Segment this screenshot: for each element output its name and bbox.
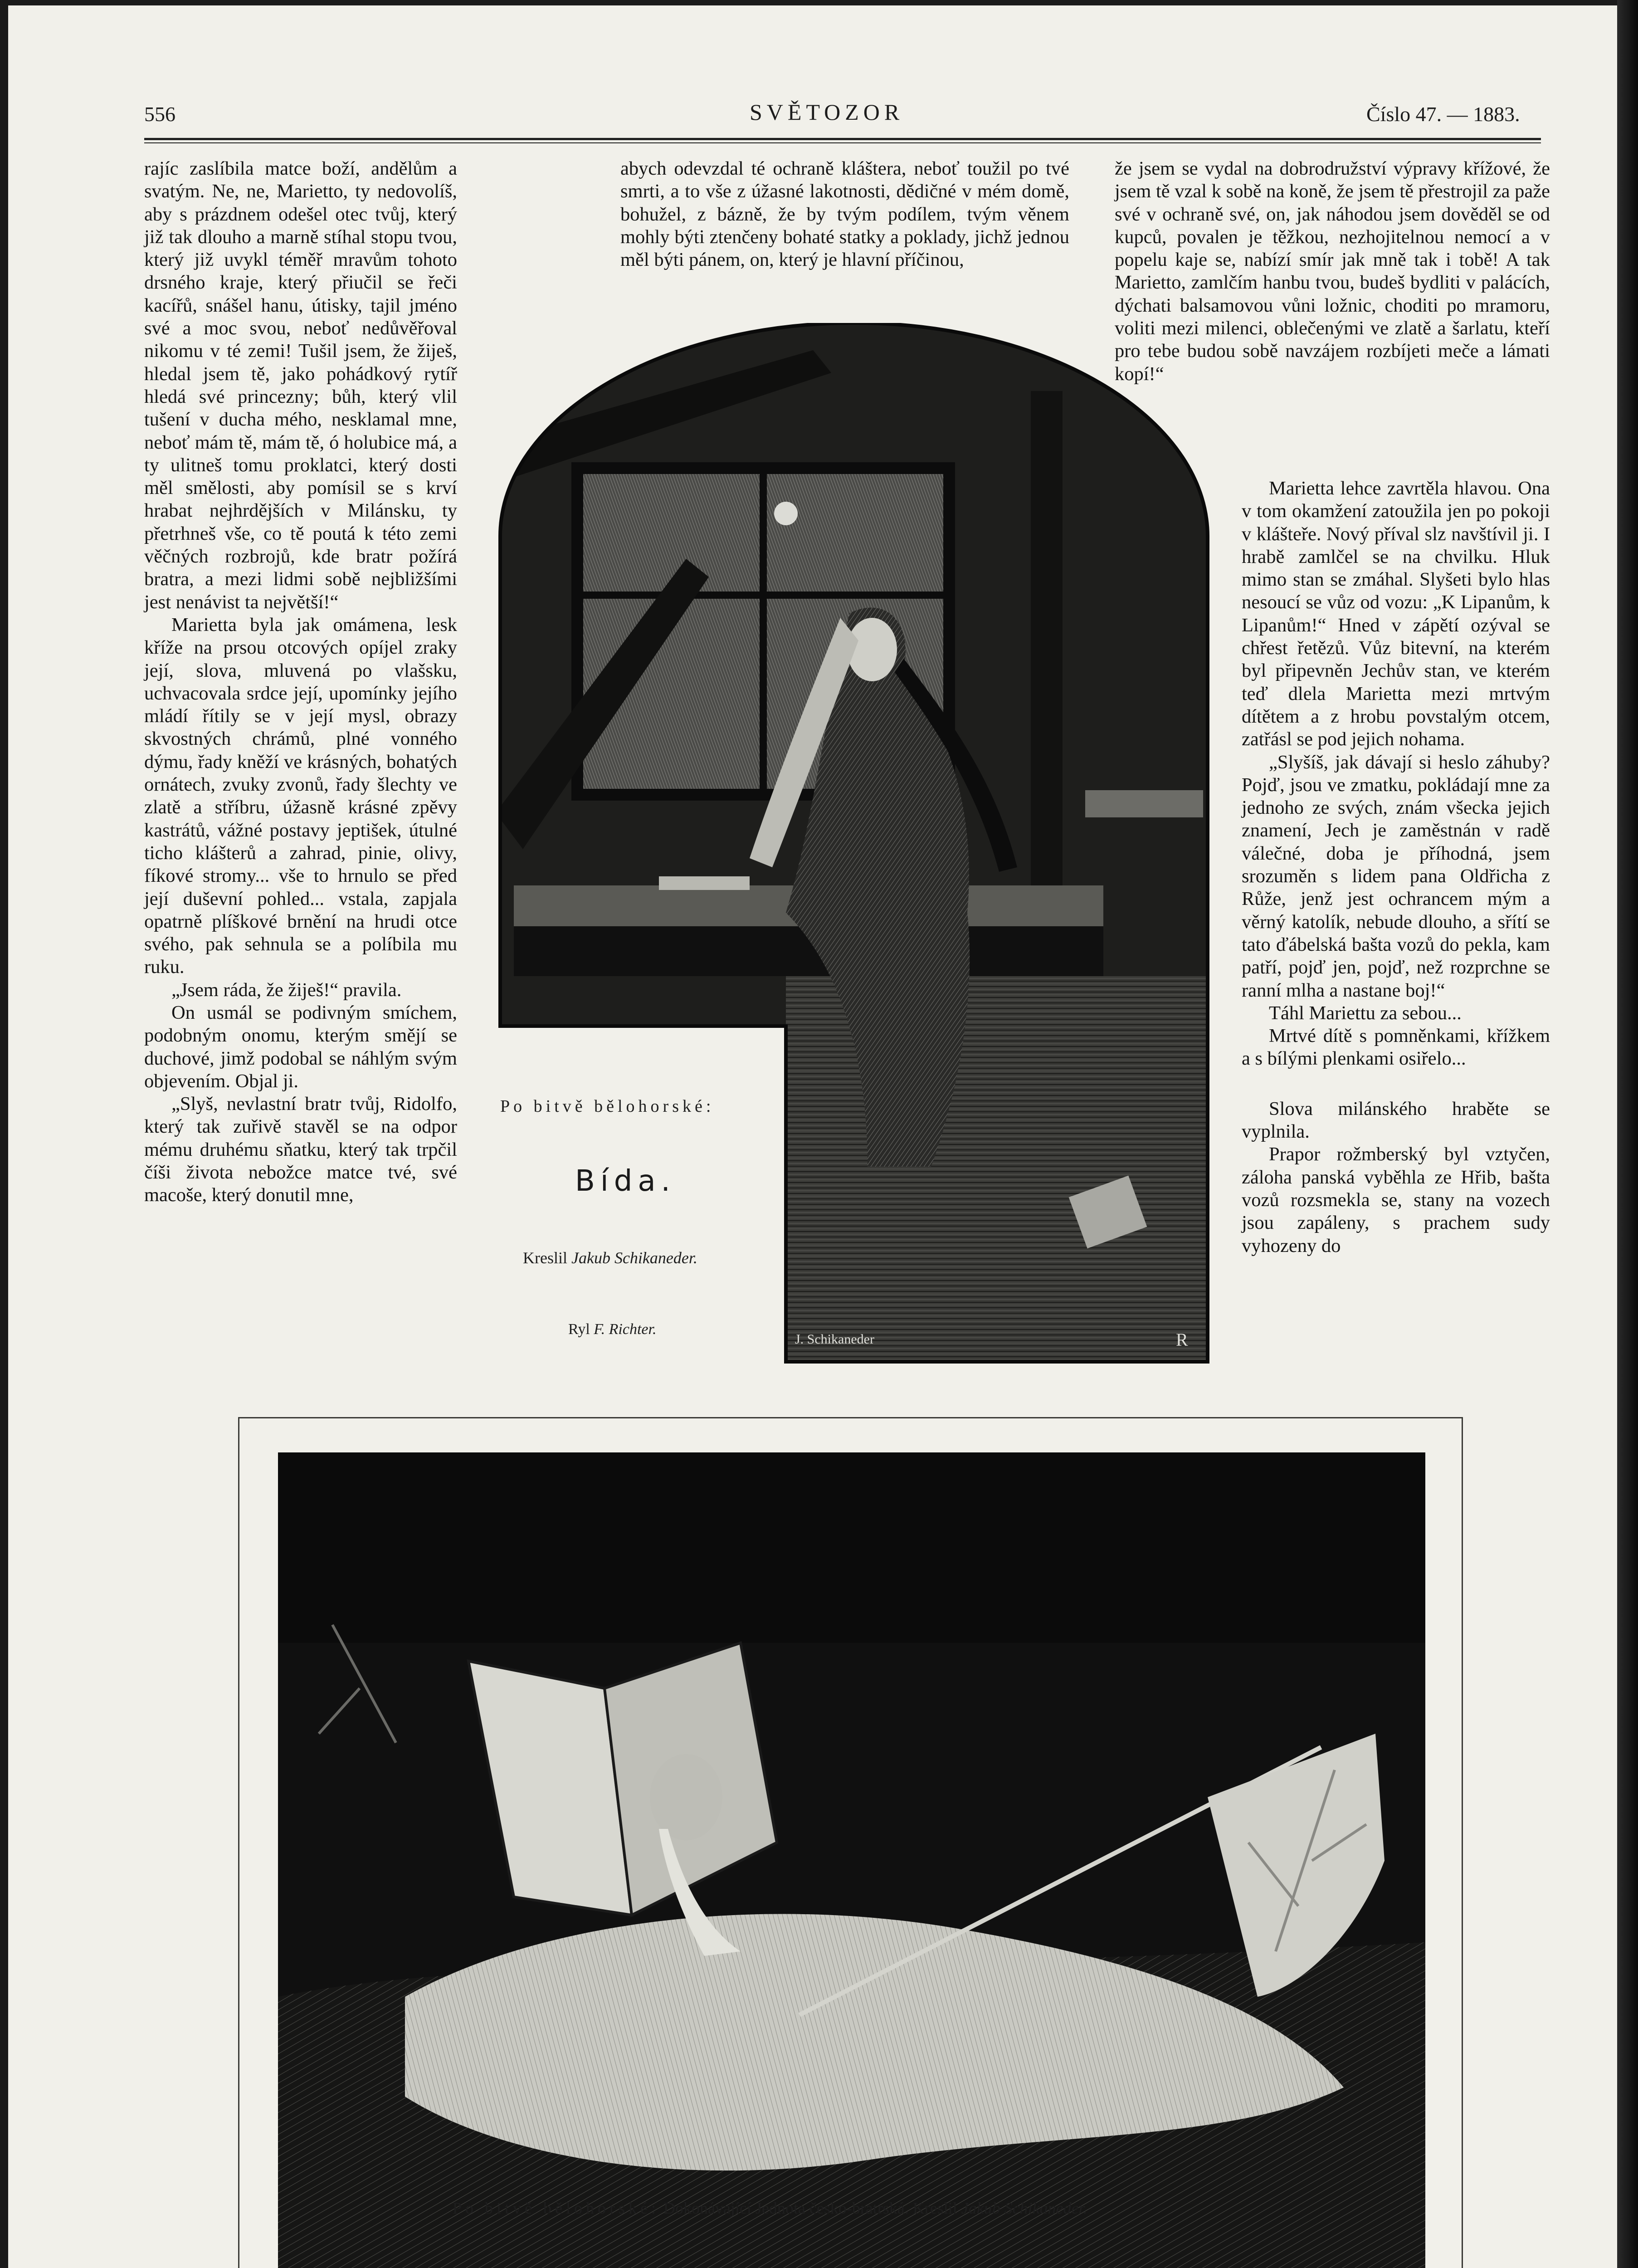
paragraph: Marietta byla jak omámena, lesk kříže na prsou otcových opíjel zraky její, slova, mluvená po vlašsku, uchvacovala srdce její, upomínky jejího mládí řítily se v její mysl, obrazy skvostných chrámů, plné vonného dýmu, řady kněží ve krásných, bohatých ornátech, zvuky zvonů, řady šlechty ve zlatě a stříbru, úžasně krásné zpěvy kastrátů, vážné postavy jeptišek, útulné ticho klášterů a zahrad, pinie, olivy, fíkové stromy... vše to hrnulo se před její duševní pohled... vstala, zapjala opatrně plíškové brnění na hrudi otce svého, pak sehnula se a políbila mu ruku. <box>144 614 457 978</box>
section-break <box>1242 1070 1550 1098</box>
paragraph: že jsem se vydal na dobrodružství výpravy křížové, že jsem tě vzal k sobě na koně, že jsem tě přestrojil za paže své v ochraně své, on, jak náhodou jsem dověděl se od kupců, povalen je těžkou, nezhojitelnou nemocí a v popelu kaje se, nabízí smír jak mně tak i tobě! A tak Marietto, zamlčím hanbu tvou, budeš bydliti v palácích, dýchati balsamovou vůni ložnic, choditi po mramoru, voliti mezi milenci, oblečenými ve zlatě a šarlatu, kteří pro tebe budou sobě navzájem rozbíjeti meče a lámati kopí!“ <box>1115 158 1550 385</box>
bottom-illustration-caption <box>453 2199 1087 2218</box>
engraved-by-label: Ryl <box>568 1321 590 1338</box>
artist-signature: J. Schikaneder <box>795 1332 874 1347</box>
paragraph: abych odevzdal té ochraně kláštera, neboť toužil po tvé smrti, a to vše z úžasné lakotnosti, dědičné v mém domě, bohužel, z bázně, že by tvým podílem, tvým věnem mohly býti ztenčeny bohaté statky a poklady, jichž jednou měl býti pánem, on, který je hlavní příčinou, <box>620 158 1069 271</box>
bottom-caption-text: Dokonávající Jednota česko-bratrská. Kreslil <box>663 2199 957 2217</box>
paragraph: „Jsem ráda, že žiješ!“ pravila. <box>171 979 402 1001</box>
column-1 <box>144 157 457 1207</box>
paragraph: Mrtvé dítě s pomněnkami, křížkem a s bílými plenkami osiřelo... <box>1242 1025 1550 1070</box>
bottom-caption-series: Po bitvě bělohorské: <box>453 2199 659 2217</box>
paragraph: On usmál se podivným smíchem, podobným onomu, kterým smějí se duchové, jimž podobal se náhlým svým objevením. Objal ji. <box>144 1002 457 1092</box>
header-rule-thin <box>144 142 1541 143</box>
paragraph: Prapor rožmberský byl vztyčen, záloha panská vyběhla ze Hřib, bašta vozů rozsmekla se, stany na vozech jsou zapáleny, s prachem sudy vyhozeny do <box>1242 1144 1550 1256</box>
engraver-monogram: R <box>1176 1330 1188 1350</box>
drawn-by-label: Kreslil <box>523 1249 567 1267</box>
paragraph: rajíc zaslíbila matce boží, andělům a svatým. Ne, ne, Marietto, ty nedovolíš, aby s prázdnem odešel otec tvůj, který již tak dlouho a marně stíhal stopu tvou, který již uvykl téměř mravům tohoto drsného kraje, který přiučil se řeči kacířů, snášel hanu, útisky, tajil jméno své a moc svou, neboť nedůvěřoval nikomu v té zemi! Tušil jsem, že žiješ, hledal jsem tě, jako pohádkový rytíř hledá své princezny; bůh, který vlil tušení v ducha mého, nesklamal mne, neboť mám tě, mám tě, ó holubice má, a ty ulitneš tomu proklatci, který dosti měl smělosti, aby pomísil se s krví hrabat nejhrdějších v Milánsku, ty přetrhneš vše, co tě poutá k této zemi věčných rozbrojů, kde bratr požírá bratra, a mezi lidmi sobě nejbližšími jest nenávist ta největší!“ <box>144 158 457 613</box>
top-illustration <box>496 323 1212 1366</box>
column-2 <box>620 157 1069 271</box>
paragraph: Slova milánského hraběte se vyplnila. <box>1242 1098 1550 1143</box>
paragraph: „Slyšíš, jak dávají si heslo záhuby? Pojď, jsou ve zmatku, pokládají mne za jednoho ze svých, znám všecka jejich znamení, Jech je zaměstnán v radě válečné, doba je příhodná, jsem srozuměn s lidem pana Oldřicha z Růže, jenž jest ochrancem mým a věrný katolík, nebude dlouho, a sřítí se tato ďábelská bašta vozů do pekla, kam patří, pojď jen, pojď, než rozprchne se ranní mlha a nastane boj!“ <box>1242 751 1550 1001</box>
bottom-illustration <box>278 1452 1425 2268</box>
page-number: 556 <box>144 103 176 126</box>
top-illustration-series: Po bitvě bělohorské: <box>500 1097 715 1116</box>
issue-number: Číslo 47. — 1883. <box>1366 103 1520 126</box>
column-3 <box>1242 477 1550 1257</box>
page-edge-shadow <box>1617 0 1638 2268</box>
top-illustration-drawn-by <box>523 1248 697 1267</box>
drawn-by-artist: Jakub Schikaneder. <box>571 1249 697 1267</box>
top-illustration-engraved-by <box>568 1321 656 1338</box>
paragraph: Táhl Mariettu za sebou... <box>1269 1002 1462 1024</box>
page-title: SVĚTOZOR <box>750 99 904 125</box>
bottom-caption-artist: Jakub Schikaneder. <box>961 2199 1087 2217</box>
top-illustration-title: Bída. <box>575 1164 676 1198</box>
engraving-woman-in-garret <box>496 323 1212 1366</box>
paragraph: „Slyš, nevlastní bratr tvůj, Ridolfo, který tak zuřivě stavěl se na odpor mému druhému sňatku, který tak trpčil číši života nebožce matce tvé, své macoše, který donutil mne, <box>144 1093 457 1206</box>
newspaper-page <box>8 5 1617 2268</box>
engraved-by-artist: F. Richter. <box>594 1321 657 1338</box>
header-rule <box>144 138 1541 140</box>
engraving-dead-elder <box>278 1452 1425 2268</box>
paragraph: Marietta lehce zavrtěla hlavou. Ona v tom okamžení zatoužila jen po pokoji v klášteře. Nový příval slz navštívil ji. I hrabě zamlčel se na chvilku. Hluk mimo stan se zmáhal. Slyšeti bylo hlas nesoucí se vůz od vozu: „K Lipanům, k Lipanům!“ Hned v zápětí ozýval se chřest řetězů. Vůz bitevní, na kterém byl připevněn Jechův stan, ve kterém teď dlela Marietta mezi mrtvým dítětem a z hrobu povstalým otcem, zatřásl se pod jejich nohama. <box>1242 478 1550 750</box>
